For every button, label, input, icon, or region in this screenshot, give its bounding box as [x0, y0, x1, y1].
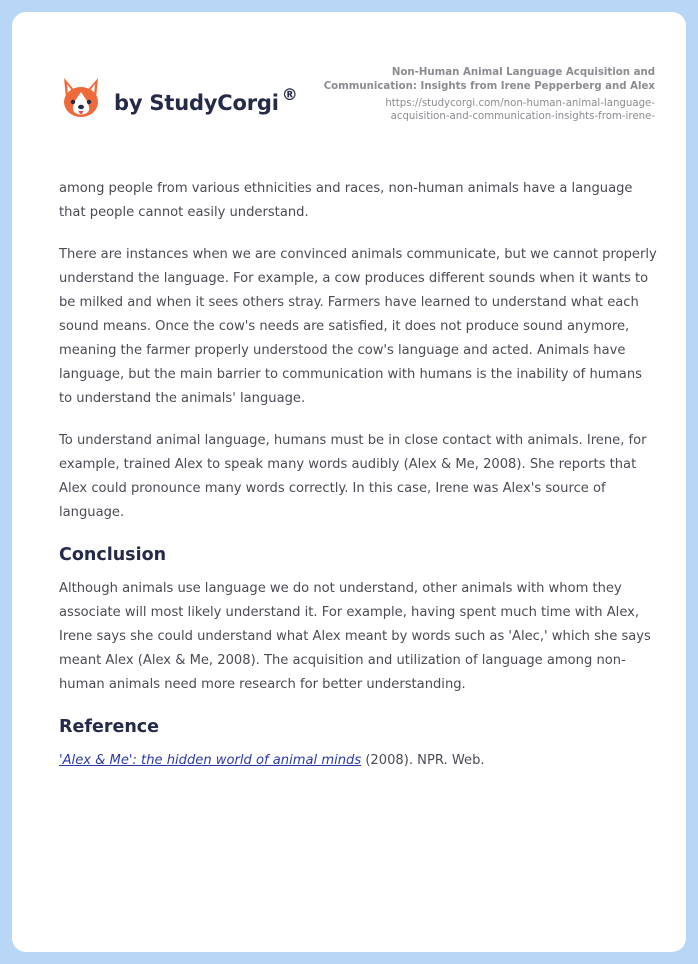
document-title: Non-Human Animal Language Acquisition and Communication: Insights from Irene Pepperberg and Alex: [323, 67, 655, 92]
brand-name: by StudyCorgi ®: [114, 85, 298, 115]
document-url[interactable]: https://studycorgi.com/non-human-animal-language- acquisition-and-communication-insights-from-irene-: [385, 98, 655, 122]
body-paragraph: There are instances when we are convinced animals communicate, but we cannot properly understand the language. For example, a cow produces different sounds when it wants to be milked and when it sees others stray. Farmers have learned to understand what each sound means. Once the cow's needs are satisfied, it does not produce sound anymore, meaning the farmer properly understood the cow's language and acted. Animals have language, but the main barrier to communication with humans is the inability of humans to understand the animals' language.: [59, 247, 657, 406]
document-page: [12, 12, 686, 952]
document-meta: [295, 66, 655, 123]
reference-details: (2008). NPR. Web.: [361, 753, 485, 768]
body-paragraph: To understand animal language, humans must be in close contact with animals. Irene, for example, trained Alex to speak many words audibly (Alex & Me, 2008). She reports that Alex could pronounce many words correctly. In this case, Irene was Alex's source of language.: [59, 433, 647, 520]
studycorgi-logo[interactable]: [60, 76, 298, 120]
conclusion-heading: Conclusion: [59, 545, 167, 565]
page-header: [12, 12, 686, 152]
reference-heading: Reference: [59, 717, 160, 737]
reference-entry: [59, 749, 659, 773]
document-body: [59, 177, 659, 791]
corgi-logo-icon: [60, 76, 102, 120]
body-paragraph: among people from various ethnicities and races, non-human animals have a language that people cannot easily understand.: [59, 181, 633, 220]
conclusion-paragraph: Although animals use language we do not understand, other animals with whom they associate will most likely understand it. For example, having spent much time with Alex, Irene says she could understand what Alex meant by words such as 'Alec,' which she says meant Alex (Alex & Me, 2008). The acquisition and utilization of language among non-human animals need more research for better understanding.: [59, 581, 651, 692]
reference-link[interactable]: 'Alex & Me': the hidden world of animal minds: [59, 753, 362, 768]
